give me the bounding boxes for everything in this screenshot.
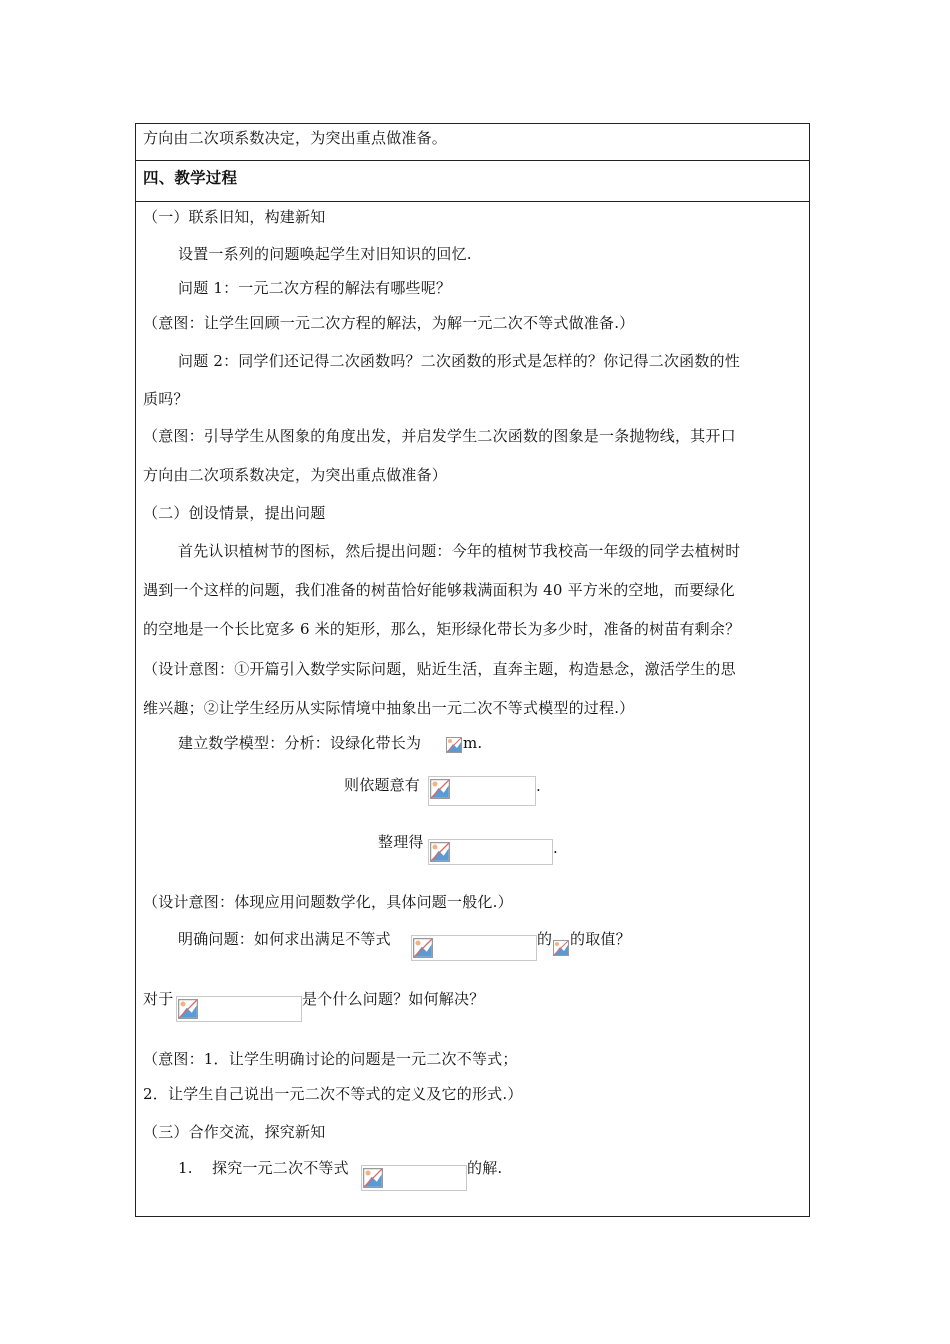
clarify-text: 的 <box>537 930 553 948</box>
broken-image-icon <box>446 737 462 753</box>
formula-image <box>552 938 570 958</box>
design-note: （设计意图：体现应用问题数学化，具体问题一般化.） <box>143 893 513 911</box>
design-note-cont: 维兴趣；②让学生经历从实际情境中抽象出一元二次不等式模型的过程.） <box>143 699 635 717</box>
intent-note: （意图：让学生回顾一元二次方程的解法，为解一元二次不等式做准备.） <box>143 314 635 332</box>
section-heading: 四、教学过程 <box>143 168 238 187</box>
question-text: 对于 <box>143 990 174 1008</box>
paragraph-line: 的空地是一个长比宽多 6 米的矩形，那么，矩形绿化带长为多少时，准备的树苗有剩余？ <box>143 620 741 638</box>
intent-note-cont: 2．让学生自己说出一元二次不等式的定义及它的形式.） <box>143 1085 523 1103</box>
intent-note-cont: 方向由二次项系数决定，为突出重点做准备） <box>143 466 448 484</box>
formula-image <box>445 735 463 753</box>
paragraph-line: 遇到一个这样的问题，我们准备的树苗恰好能够栽满面积为 40 平方米的空地，而要绿化 <box>143 581 735 599</box>
text-line: 方向由二次项系数决定，为突出重点做准备。 <box>143 129 448 147</box>
broken-image-icon <box>178 999 198 1019</box>
intent-note: （意图：引导学生从图象的角度出发，并启发学生二次函数的图象是一条抛物线，其开口 <box>143 427 736 445</box>
broken-image-icon <box>413 938 433 958</box>
subsection-heading: （一）联系旧知，构建新知 <box>143 208 326 226</box>
question-1: 问题 1：一元二次方程的解法有哪些呢？ <box>178 279 452 297</box>
clarify-text: 明确问题：如何求出满足不等式 <box>178 930 391 948</box>
subsection-heading: （二）创设情景，提出问题 <box>143 504 326 522</box>
row-divider <box>135 201 810 202</box>
unit-text: m. <box>463 734 483 752</box>
formula-image <box>428 776 536 806</box>
formula-image <box>411 935 537 961</box>
text-line: 设置一系列的问题唤起学生对旧知识的回忆. <box>178 245 472 263</box>
formula-image <box>361 1165 467 1191</box>
explore-text: 探究一元二次不等式 <box>212 1159 349 1177</box>
model-text: 建立数学模型：分析：设绿化带长为 <box>178 734 422 752</box>
row-divider <box>135 160 810 161</box>
question-text: 是个什么问题？如何解决？ <box>302 990 485 1008</box>
broken-image-icon <box>430 842 450 862</box>
broken-image-icon <box>363 1168 383 1188</box>
question-2: 问题 2：同学们还记得二次函数吗？二次函数的形式是怎样的？你记得二次函数的性 <box>178 352 740 370</box>
design-note: （设计意图：①开篇引入数学实际问题，贴近生活，直奔主题，构造悬念，激活学生的思 <box>143 660 736 678</box>
formula-image <box>176 996 302 1022</box>
subsection-heading: （三）合作交流，探究新知 <box>143 1123 326 1141</box>
intent-note: （意图：1．让学生明确讨论的问题是一元二次不等式； <box>143 1050 518 1068</box>
explore-text: 的解. <box>467 1159 503 1177</box>
question-2-cont: 质吗？ <box>143 390 189 408</box>
punctuation: . <box>536 777 541 795</box>
equation-label: 整理得 <box>378 833 424 851</box>
punctuation: . <box>553 839 558 857</box>
list-number: 1. <box>178 1159 193 1177</box>
broken-image-icon <box>430 779 450 799</box>
broken-image-icon <box>553 940 569 956</box>
equation-label: 则依题意有 <box>344 776 421 794</box>
paragraph-line: 首先认识植树节的图标，然后提出问题：今年的植树节我校高一年级的同学去植树时 <box>178 542 741 560</box>
formula-image <box>428 839 553 865</box>
clarify-text: 的取值？ <box>570 930 631 948</box>
